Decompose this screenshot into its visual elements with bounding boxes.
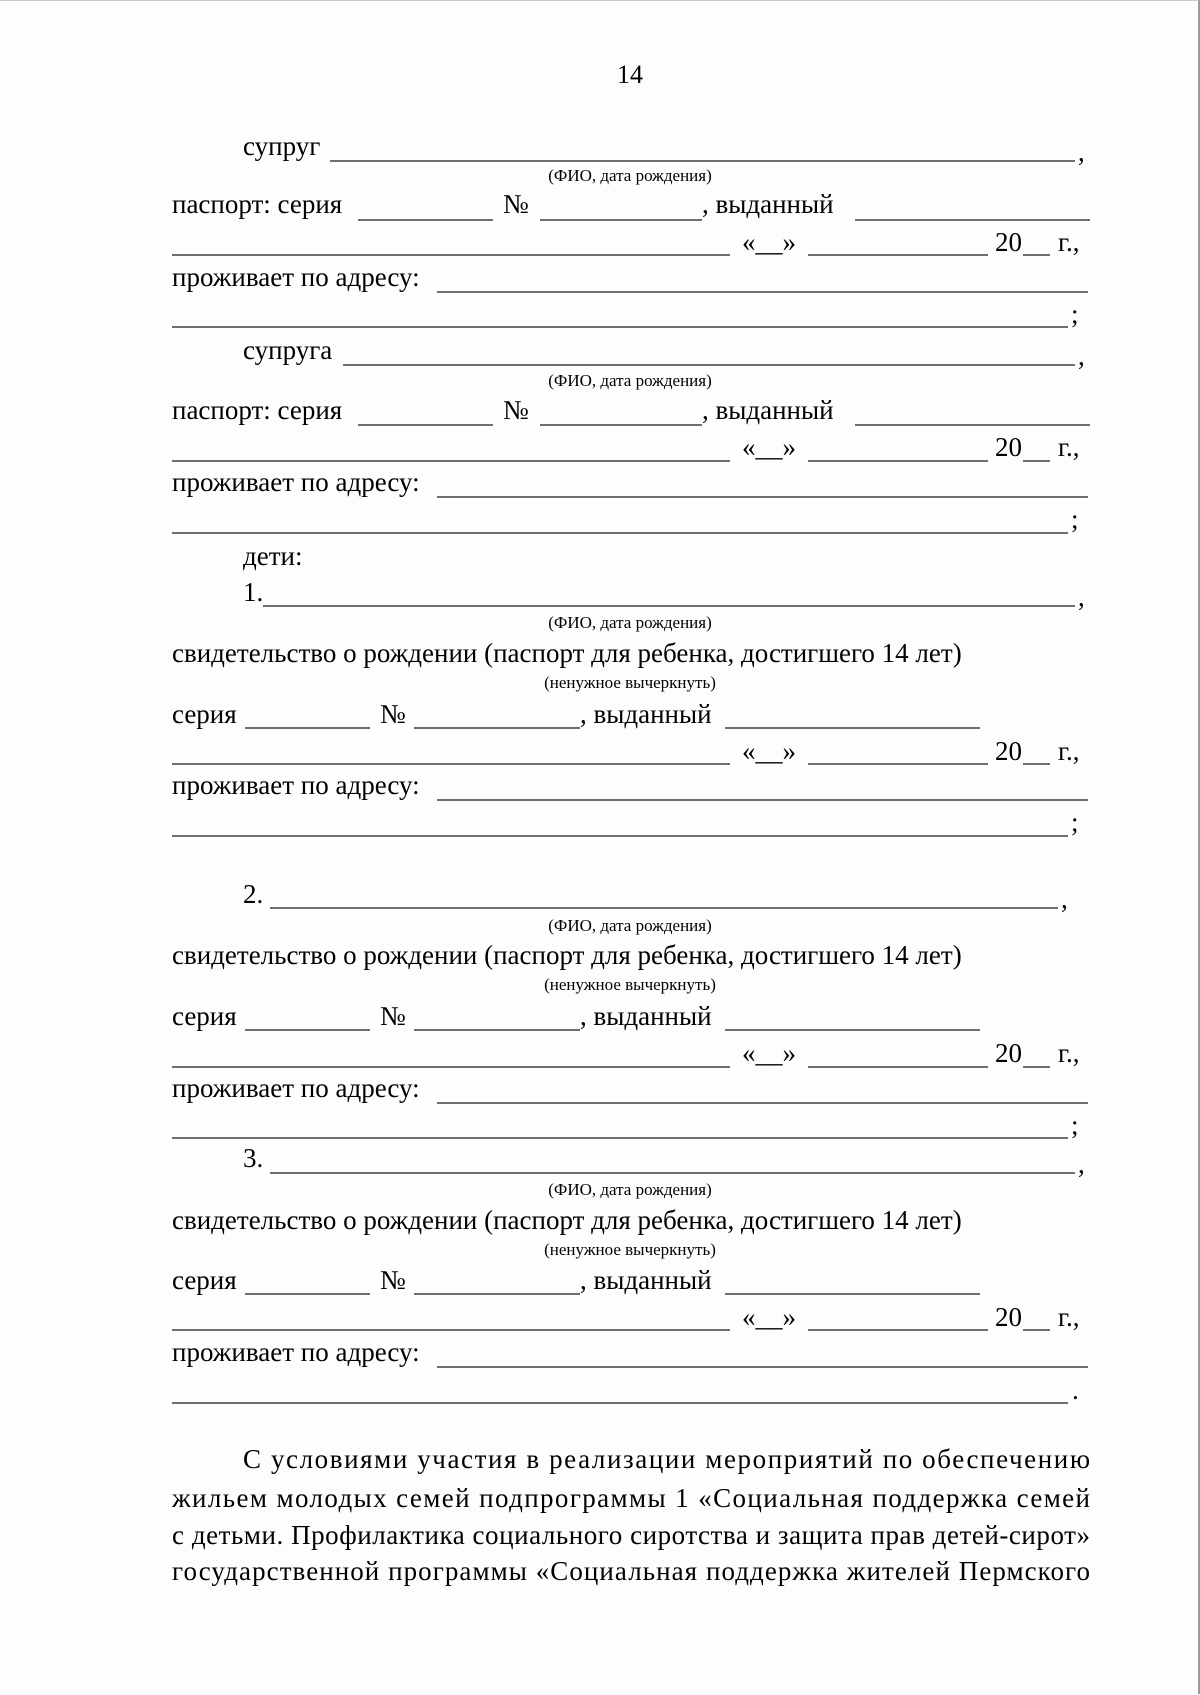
address-label: проживает по адресу: — [172, 467, 420, 497]
paragraph-line: государственной программы «Социальная поддержка жителей Пермского — [172, 1556, 1090, 1586]
year-suffix: г., — [1058, 227, 1080, 257]
spouse-male-section — [172, 131, 1090, 329]
semicolon: ; — [1071, 1110, 1079, 1140]
date-quotes: «__» — [742, 227, 796, 257]
year-suffix: г., — [1058, 736, 1080, 766]
children-label: дети: — [243, 541, 303, 571]
semicolon: ; — [1071, 807, 1079, 837]
hint-strike: (ненужное вычеркнуть) — [544, 1240, 716, 1259]
number-sign: № — [503, 189, 529, 219]
paragraph-line: с детьми. Профилактика социального сиротства и защита прав детей-сирот» — [172, 1520, 1090, 1550]
child-3-section — [172, 1143, 1088, 1405]
passport-series-label: паспорт: серия — [172, 189, 343, 219]
hint-fio: (ФИО, дата рождения) — [548, 613, 712, 632]
number-sign: № — [380, 1265, 406, 1295]
year-suffix: г., — [1058, 1302, 1080, 1332]
comma: , — [1078, 341, 1085, 371]
birth-cert-label: свидетельство о рождении (паспорт для ребенка, достигшего 14 лет) — [172, 1205, 962, 1235]
year-prefix: 20 — [995, 736, 1022, 766]
date-quotes: «__» — [742, 1038, 796, 1068]
number-sign: № — [380, 1001, 406, 1031]
hint-fio: (ФИО, дата рождения) — [548, 371, 712, 390]
birth-cert-label: свидетельство о рождении (паспорт для ребенка, достигшего 14 лет) — [172, 638, 962, 668]
hint-strike: (ненужное вычеркнуть) — [544, 673, 716, 692]
period: . — [1072, 1375, 1079, 1405]
year-prefix: 20 — [995, 227, 1022, 257]
spouse-male-label: супруг — [243, 131, 321, 161]
paragraph-line: С условиями участия в реализации мероприятий по обеспечению — [243, 1444, 1090, 1474]
issued-label: , выданный — [580, 1265, 712, 1295]
date-quotes: «__» — [742, 736, 796, 766]
year-suffix: г., — [1058, 432, 1080, 462]
comma: , — [1078, 1149, 1085, 1179]
comma: , — [1078, 137, 1085, 167]
comma: , — [1078, 582, 1085, 612]
child-number: 2. — [243, 879, 264, 909]
hint-fio: (ФИО, дата рождения) — [548, 166, 712, 185]
issued-label: , выданный — [702, 189, 834, 219]
semicolon: ; — [1071, 299, 1079, 329]
paragraph-line: жильем молодых семей подпрограммы 1 «Социальная поддержка семей — [172, 1483, 1090, 1513]
hint-fio: (ФИО, дата рождения) — [548, 916, 712, 935]
address-label: проживает по адресу: — [172, 1073, 420, 1103]
year-prefix: 20 — [995, 1038, 1022, 1068]
child-number: 1. — [243, 577, 264, 607]
address-label: проживает по адресу: — [172, 770, 420, 800]
conditions-paragraph — [171, 1444, 1090, 1586]
child-2-section — [172, 879, 1088, 1140]
passport-series-label: паспорт: серия — [172, 395, 343, 425]
address-label: проживает по адресу: — [172, 262, 420, 292]
issued-label: , выданный — [702, 395, 834, 425]
form-sheet — [0, 1, 1200, 1695]
number-sign: № — [380, 699, 406, 729]
series-label: серия — [172, 1265, 237, 1295]
year-suffix: г., — [1058, 1038, 1080, 1068]
number-sign: № — [503, 395, 529, 425]
comma: , — [1061, 884, 1068, 914]
issued-label: , выданный — [580, 699, 712, 729]
child-number: 3. — [243, 1143, 264, 1173]
spouse-female-label: супруга — [243, 335, 333, 365]
issued-label: , выданный — [580, 1001, 712, 1031]
year-prefix: 20 — [995, 1302, 1022, 1332]
series-label: серия — [172, 1001, 237, 1031]
address-label: проживает по адресу: — [172, 1337, 420, 1367]
date-quotes: «__» — [742, 432, 796, 462]
semicolon: ; — [1071, 504, 1079, 534]
child-1-section — [172, 577, 1088, 837]
birth-cert-label: свидетельство о рождении (паспорт для ребенка, достигшего 14 лет) — [172, 940, 962, 970]
series-label: серия — [172, 699, 237, 729]
year-prefix: 20 — [995, 432, 1022, 462]
hint-fio: (ФИО, дата рождения) — [548, 1180, 712, 1199]
hint-strike: (ненужное вычеркнуть) — [544, 975, 716, 994]
date-quotes: «__» — [742, 1302, 796, 1332]
spouse-female-section — [172, 335, 1090, 534]
page-number: 14 — [617, 60, 643, 89]
